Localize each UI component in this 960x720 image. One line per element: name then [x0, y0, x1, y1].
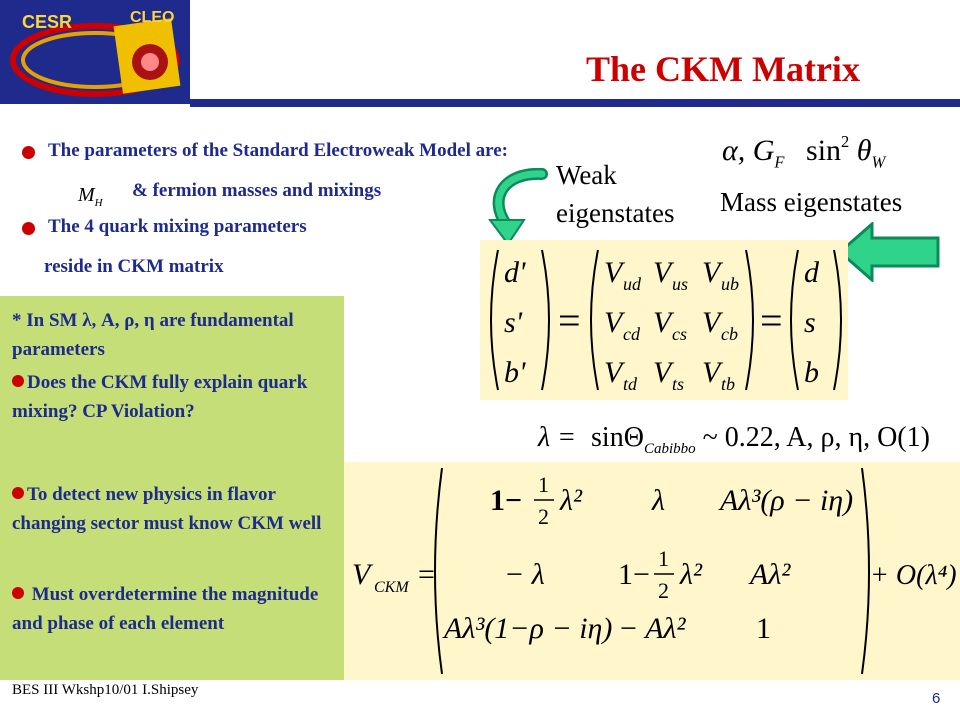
lambda-definition: λ = sinΘ$_{Cabibbo}$ ~ 0.22, A, ρ, η, O(1) — [538, 422, 930, 457]
bullet-dot — [22, 146, 35, 159]
panel-text: * In SM λ, A, ρ, η are fundamental parameters — [12, 310, 294, 360]
svg-text:s': s' — [504, 306, 523, 339]
svg-text:λ²: λ² — [680, 558, 702, 591]
svg-text:ts: ts — [672, 374, 685, 394]
svg-text:=: = — [760, 298, 783, 343]
svg-text:V: V — [653, 306, 672, 339]
svg-text:V: V — [653, 256, 672, 289]
mixing-equation — [480, 240, 848, 400]
svg-text:V: V — [653, 356, 672, 389]
svg-text:d: d — [804, 256, 819, 289]
svg-text:s: s — [804, 306, 816, 339]
weak-label: eigenstates — [556, 198, 675, 228]
svg-text:− Aλ²: − Aλ² — [618, 612, 686, 645]
panel-item: Must overdetermine the magnitude and phase of each element — [12, 584, 319, 634]
weak-label: Weak — [556, 160, 617, 190]
mh-symbol: $M_H$ — [78, 184, 103, 209]
svg-text:V: V — [352, 558, 371, 591]
svg-text:ud: ud — [623, 274, 641, 294]
svg-text:2: 2 — [658, 578, 669, 603]
bullet-dot — [12, 487, 24, 499]
svg-text:V: V — [702, 256, 721, 289]
svg-text:=: = — [558, 298, 581, 343]
svg-text:+ O(λ⁴): + O(λ⁴) — [870, 560, 957, 591]
footer-credit: BES III Wkshp10/01 I.Shipsey — [12, 682, 199, 698]
bullet-text: & fermion masses and mixings — [132, 180, 382, 201]
page-title: The CKM Matrix — [586, 49, 860, 89]
svg-text:Aλ²: Aλ² — [750, 558, 791, 591]
svg-text:V: V — [604, 256, 623, 289]
logo — [0, 0, 190, 104]
svg-text:td: td — [623, 374, 638, 394]
svg-text:b: b — [804, 356, 819, 389]
bullet-text: reside in CKM matrix — [44, 256, 224, 277]
svg-text:1: 1 — [538, 472, 549, 497]
svg-text:2: 2 — [538, 504, 549, 529]
svg-text:=: = — [418, 558, 435, 591]
svg-text:tb: tb — [721, 374, 736, 394]
svg-text:CKM: CKM — [374, 579, 409, 596]
svg-text:cs: cs — [672, 324, 687, 344]
header-divider — [190, 99, 960, 107]
panel-item: To detect new physics in flavor changing sector must know CKM well — [12, 484, 322, 534]
bullet-text: The 4 quark mixing parameters — [48, 216, 307, 237]
bullet-dot — [12, 375, 24, 387]
svg-text:cd: cd — [623, 324, 640, 344]
arrow-left-icon — [838, 222, 942, 282]
svg-text:V: V — [604, 306, 623, 339]
vckm-parametrization — [344, 462, 960, 680]
page-number: 6 — [932, 690, 941, 707]
svg-text:b': b' — [504, 356, 526, 389]
svg-text:λ: λ — [652, 484, 665, 517]
svg-text:1: 1 — [756, 612, 771, 645]
svg-text:1−: 1− — [618, 558, 650, 591]
panel-item: Does the CKM fully explain quark mixing? CP Violation? — [12, 372, 308, 422]
svg-text:CLEO: CLEO — [130, 9, 175, 26]
bullet-dot — [12, 587, 24, 599]
svg-text:d': d' — [504, 256, 526, 289]
svg-text:λ²: λ² — [560, 484, 582, 517]
svg-text:ub: ub — [721, 274, 739, 294]
curved-arrow-icon — [484, 168, 556, 248]
svg-text:1: 1 — [658, 546, 669, 571]
svg-text:V: V — [702, 356, 721, 389]
svg-text:V: V — [604, 356, 623, 389]
sm-parameters-math: α, $G_F$ $\sin^2 \theta_W$ — [722, 132, 886, 172]
svg-text:− λ: − λ — [504, 558, 545, 591]
cesr-cleo-logo — [0, 0, 190, 104]
svg-text:CESR: CESR — [22, 12, 73, 32]
bullet-dot — [22, 222, 35, 235]
svg-text:1−: 1− — [490, 484, 523, 517]
svg-text:V: V — [702, 306, 721, 339]
mass-label: Mass eigenstates — [720, 187, 903, 217]
bullet-text: The parameters of the Standard Electroweak Model are: — [48, 140, 508, 161]
svg-text:Aλ³(ρ − iη): Aλ³(ρ − iη) — [720, 484, 854, 517]
svg-text:Aλ³(1−ρ − iη): Aλ³(1−ρ − iη) — [444, 612, 613, 645]
svg-text:us: us — [672, 274, 689, 294]
svg-text:cb: cb — [721, 324, 738, 344]
